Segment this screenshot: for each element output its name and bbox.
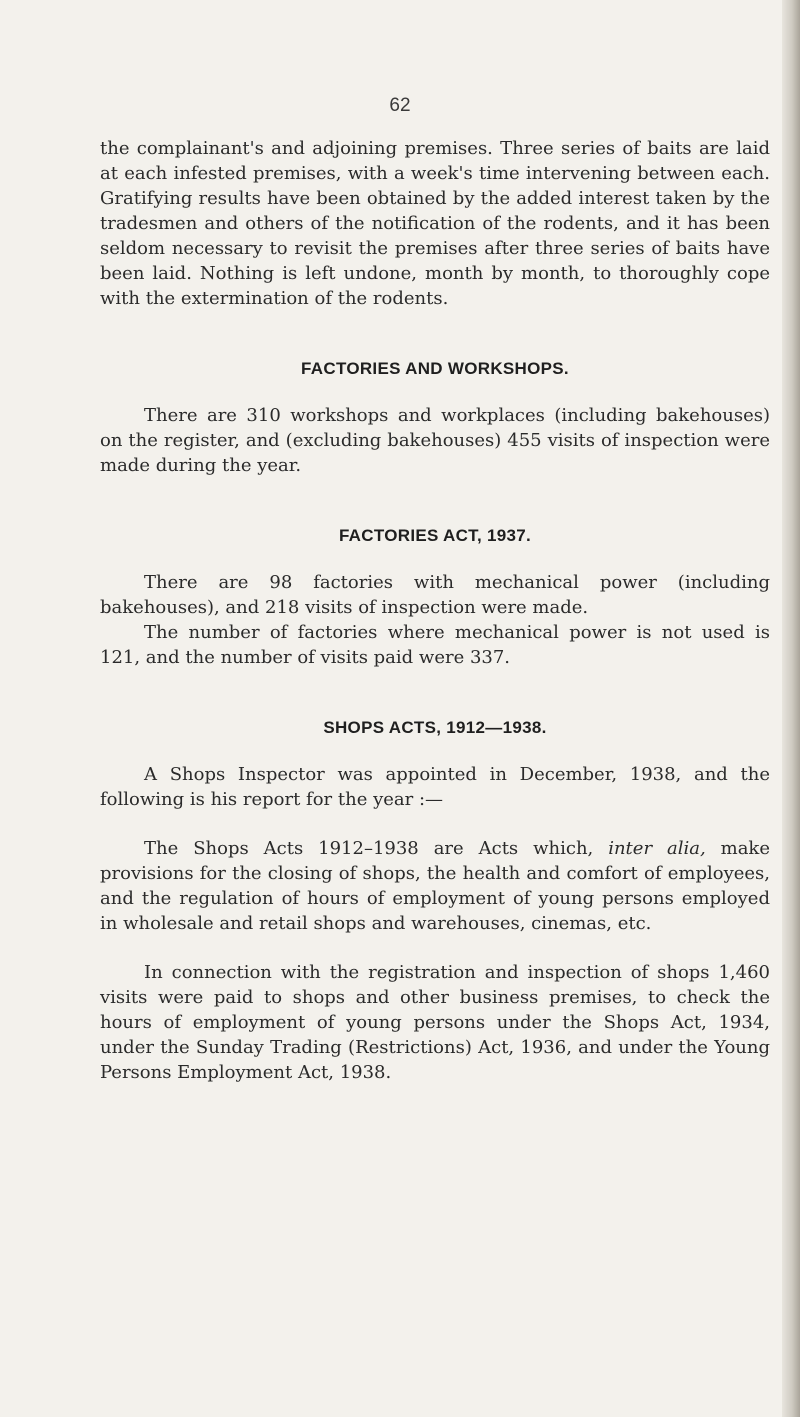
paragraph-factories-non-mechanical: The number of factories where mechanical power is not used is 121, and the number of visits paid were 337. <box>100 622 770 668</box>
heading-shops-acts: SHOPS ACTS, 1912—1938. <box>323 718 547 737</box>
paragraph-workshops: There are 310 workshops and workplaces (including bakehouses) on the register, and (excluding bakehouses) 455 visits of inspection were made during the year. <box>100 405 770 476</box>
paragraph-shops-acts-provisions <box>100 836 770 936</box>
paragraph-shops-inspector: A Shops Inspector was appointed in December, 1938, and the following is his report for the year :— <box>100 764 770 810</box>
heading-factories-act: FACTORIES ACT, 1937. <box>338 526 532 545</box>
paragraph-rodents: the complainant's and adjoining premises. Three series of baits are laid at each infested premises, with a week's time intervening between each. Gratifying results have been obtained by the added interest taken by the tradesmen and others of the notification of the rodents, and it has been seldom necessary to revisit the premises after three series of baits have been laid. Nothing is left undone, month by month, to thoroughly cope with the extermination of the rodents. <box>100 138 770 309</box>
provisions-text-end: make provisions for the closing of shops, the health and comfort of employees, and the regulation of hours of employment of young persons employed in wholesale and retail shops and warehouses, cinemas, etc. <box>100 838 770 934</box>
document-body <box>100 136 770 1085</box>
heading-factories-and-workshops: FACTORIES AND WORKSHOPS. <box>301 359 569 378</box>
provisions-italic-phrase: inter alia, <box>608 838 706 859</box>
paragraph-factories-mechanical: There are 98 factories with mechanical power (including bakehouses), and 218 visits of inspection were made. <box>100 572 770 618</box>
paragraph-shops-visits: In connection with the registration and inspection of shops 1,460 visits were paid to shops and other business premises, to check the hours of employment of young persons under the Shops Act, 1934, under the Sunday Trading (Restrictions) Act, 1936, and under the Young Persons Employment Act, 1938. <box>100 962 770 1083</box>
page-number: 62 <box>389 95 411 116</box>
page-edge <box>782 0 800 1417</box>
provisions-text-start: The Shops Acts 1912–1938 are Acts which, <box>144 838 609 859</box>
